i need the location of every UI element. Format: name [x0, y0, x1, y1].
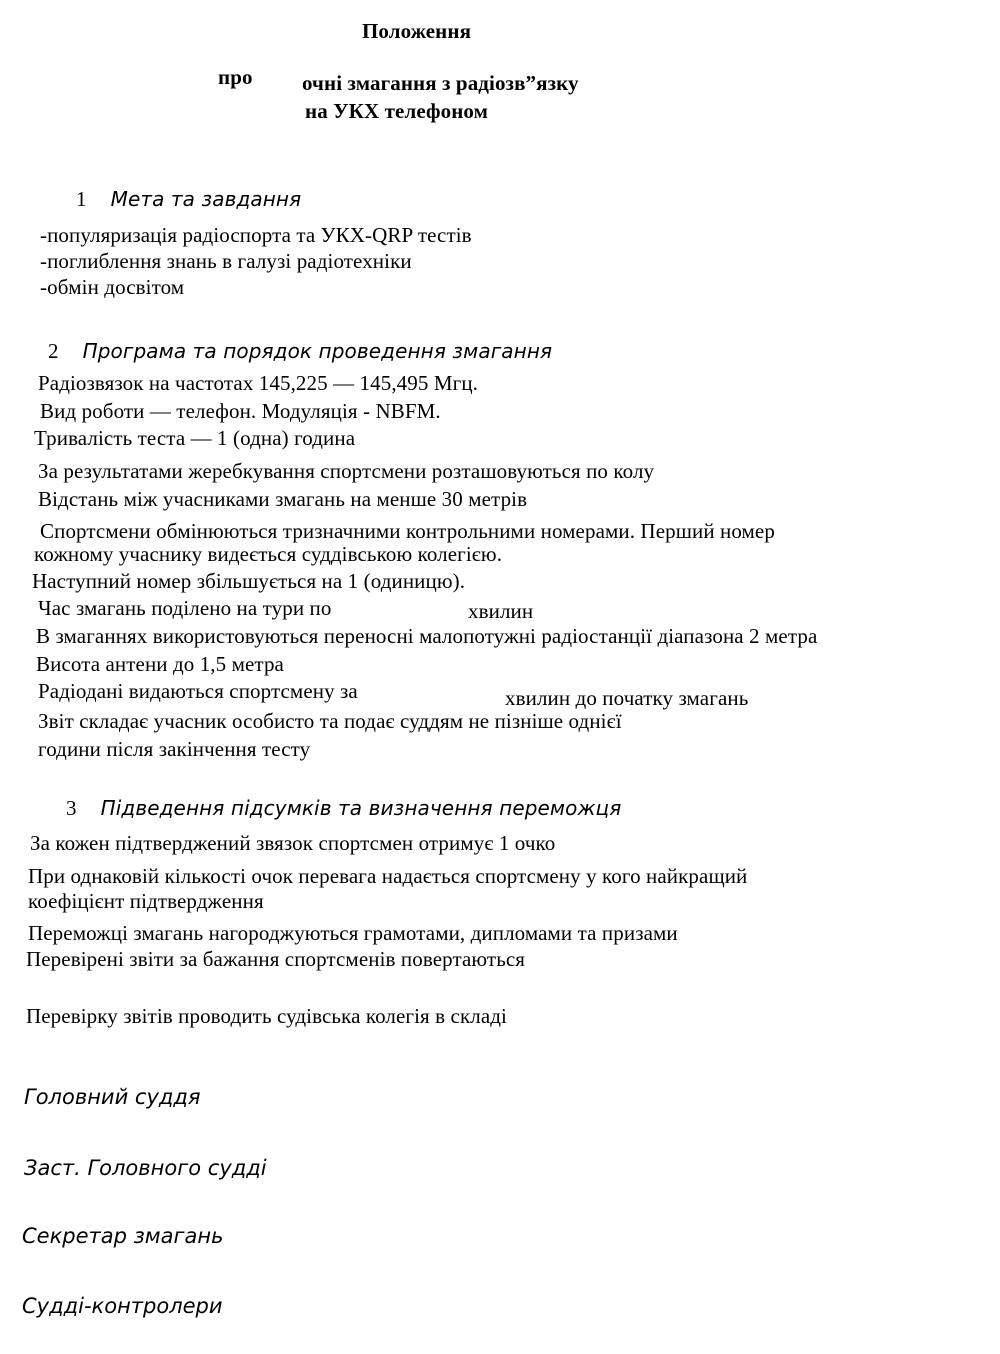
signature-head-judge: Головний суддя	[24, 1085, 201, 1109]
section3-line: Перевірені звіти за бажання спортсменів повертаються	[26, 947, 526, 971]
section2-line: Радіозвязок на частотах 145,225 — 145,495 Мгц.	[38, 371, 479, 395]
section2-title: Програма та порядок проведення змагання	[82, 339, 553, 363]
closing-statement: Перевірку звітів проводить судівська колегія в складі	[26, 1004, 507, 1028]
section3-line: коефіцієнт підтвердження	[28, 889, 264, 913]
section2-line: Тривалість теста — 1 (одна) година	[34, 426, 356, 450]
section2-line: В змаганнях використовуються переносні малопотужні радіостанції діапазона 2 метра	[36, 624, 818, 648]
section2-line: години після закінчення тесту	[38, 737, 311, 761]
section3-title: Підведення підсумків та визначення переможця	[100, 796, 622, 820]
section2-number: 2	[48, 339, 59, 363]
signature-deputy-judge: Заст. Головного судді	[24, 1156, 267, 1180]
section1-item: -популяризація радіоспорта та УКХ-QRP тестів	[40, 223, 472, 247]
section2-line: Наступний номер збільшується на 1 (одиницю).	[32, 569, 466, 593]
section1-title: Мета та завдання	[110, 187, 302, 211]
section2-line: Радіодані видаються спортсмену за	[38, 679, 358, 703]
section1-number: 1	[76, 187, 87, 211]
section3-number: 3	[66, 796, 77, 820]
section3-line: Переможці змагань нагороджуються грамотами, дипломами та призами	[28, 921, 678, 945]
signature-controllers: Судді-контролери	[22, 1294, 223, 1318]
section2-line: кожному учаснику видеється суддівською колегією.	[34, 542, 503, 566]
doc-subtitle-2: на УКХ телефоном	[305, 99, 489, 123]
section1-heading	[76, 186, 301, 212]
section2-heading	[48, 338, 552, 364]
section2-line: Звіт складає учасник особисто та подає суддям не пізніше однієї	[38, 709, 622, 733]
doc-subtitle-1: очні змагання з радіозв”язку	[302, 71, 579, 95]
section3-line: За кожен підтверджений звязок спортсмен отримує 1 очко	[30, 831, 556, 855]
section3-heading	[66, 795, 621, 821]
section2-line-tail: хвилин	[468, 599, 534, 623]
section2-line: Вид роботи — телефон. Модуляція - NBFM.	[40, 399, 441, 423]
section1-item: -поглиблення знань в галузі радіотехніки	[40, 249, 412, 273]
doc-title: Положення	[362, 19, 472, 43]
section1-item: -обмін досвітом	[40, 275, 185, 299]
section2-line: Висота антени до 1,5 метра	[36, 652, 284, 676]
section2-line: За результатами жеребкування спортсмени розташовуються по колу	[38, 459, 655, 483]
section2-line: Час змагань поділено на тури по	[38, 596, 332, 620]
section2-line: Спортсмени обмінюються тризначними контрольними номерами. Перший номер	[40, 519, 775, 543]
signature-secretary: Секретар змагань	[22, 1224, 224, 1248]
section2-line-tail: хвилин до початку змагань	[505, 686, 749, 710]
section3-line: При однаковій кількості очок перевага надається спортсмену у кого найкращий	[28, 864, 748, 888]
doc-title-pro: про	[218, 65, 253, 89]
section2-line: Відстань між учасниками змагань на менше 30 метрів	[38, 487, 528, 511]
